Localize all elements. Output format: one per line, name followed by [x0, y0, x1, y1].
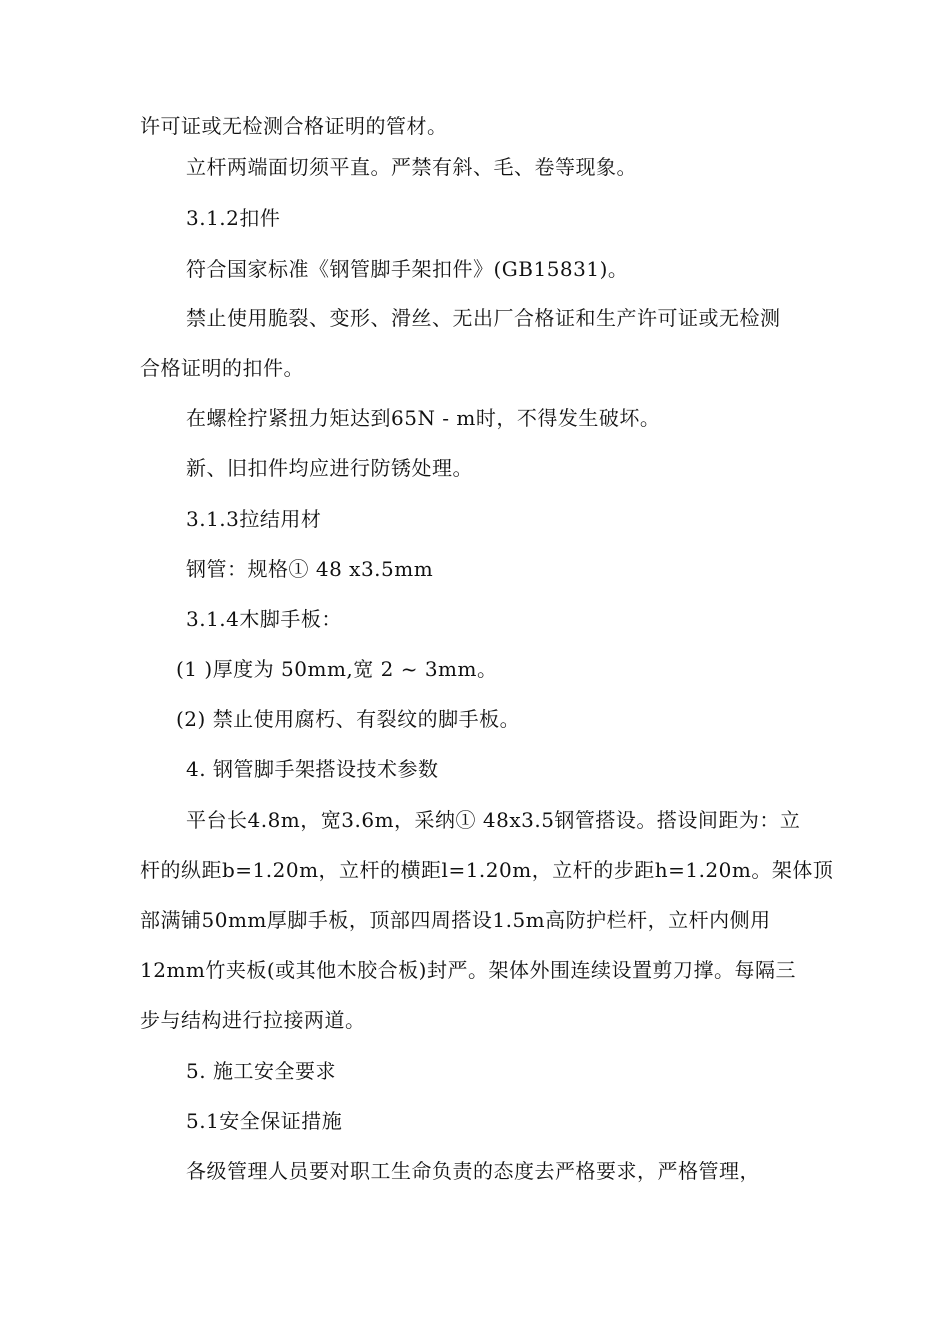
- list-item: (2) 禁止使用腐朽、有裂纹的脚手板。: [176, 707, 521, 731]
- text-line: 步与结构进行拉接两道。: [140, 1008, 366, 1032]
- text-line: 12mm竹夹板(或其他木胶合板)封严。架体外围连续设置剪刀撑。每隔三: [140, 958, 796, 982]
- section-heading-5: 5. 施工安全要求: [186, 1059, 336, 1083]
- section-heading-3-1-3: 3.1.3拉结用材: [186, 507, 322, 531]
- section-heading-3-1-4: 3.1.4木脚手板：: [186, 607, 342, 631]
- text-line: 禁止使用脆裂、变形、滑丝、无出厂合格证和生产许可证或无检测: [186, 306, 781, 330]
- text-line: 在螺栓拧紧扭力矩达到65N - m时，不得发生破坏。: [186, 406, 661, 430]
- text-line: 立杆两端面切须平直。严禁有斜、毛、卷等现象。: [186, 155, 637, 179]
- text-line: 新、旧扣件均应进行防锈处理。: [186, 456, 473, 480]
- section-heading-4: 4. 钢管脚手架搭设技术参数: [186, 757, 439, 781]
- text-line: 合格证明的扣件。: [140, 356, 304, 380]
- text-line: 平台长4.8m，宽3.6m，采纳① 48x3.5钢管搭设。搭设间距为：立: [186, 808, 801, 832]
- text-line: 许可证或无检测合格证明的管材。: [140, 114, 448, 138]
- text-line: 杆的纵距b=1.20m，立杆的横距l=1.20m，立杆的步距h=1.20m。架体顶: [140, 858, 834, 882]
- text-line: 钢管：规格① 48 x3.5mm: [186, 557, 434, 581]
- section-heading-3-1-2: 3.1.2扣件: [186, 206, 281, 230]
- list-item: (1 )厚度为 50mm,宽 2 ~ 3mm。: [176, 657, 498, 681]
- text-line: 各级管理人员要对职工生命负责的态度去严格要求，严格管理，: [186, 1159, 760, 1183]
- text-line: 符合国家标准《钢管脚手架扣件》(GB15831)。: [186, 257, 629, 281]
- section-heading-5-1: 5.1安全保证措施: [186, 1109, 343, 1133]
- text-line: 部满铺50mm厚脚手板，顶部四周搭设1.5m高防护栏杆，立杆内侧用: [140, 908, 771, 932]
